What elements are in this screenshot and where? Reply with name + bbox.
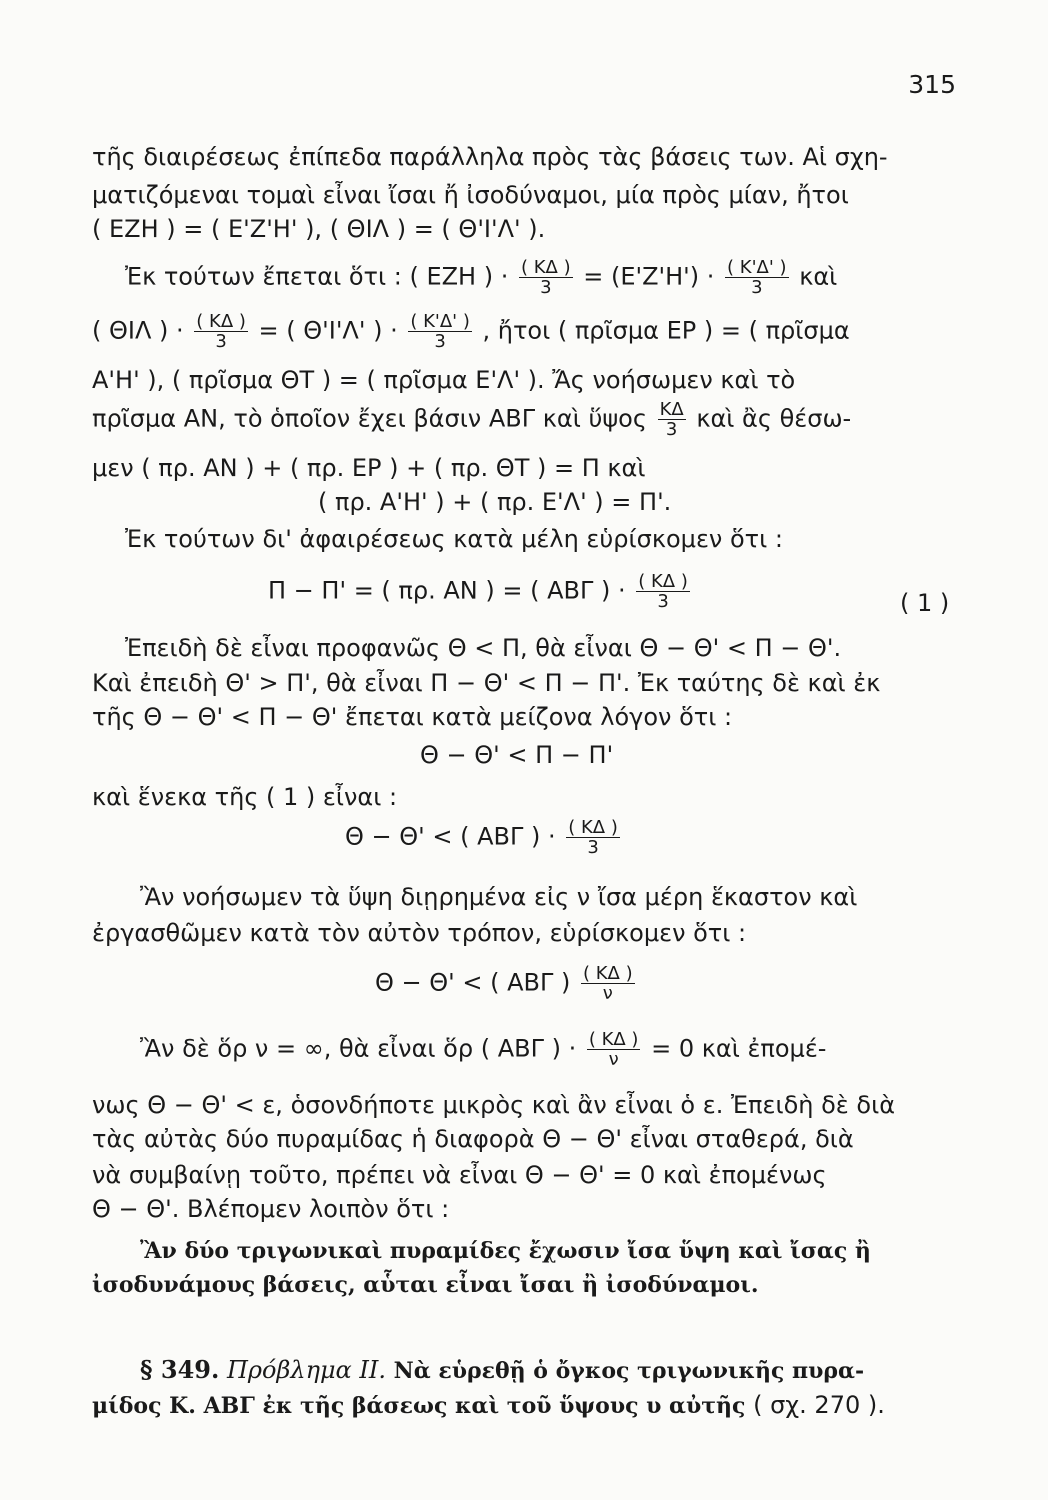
text-segment: Ἂν δὲ ὅρ ν = ∞, θὰ εἶναι ὅρ ( ΑΒΓ ) ·: [140, 1034, 577, 1063]
text-segment: = (Ε'Ζ'Η') ·: [583, 262, 715, 291]
text-line: ἐργασθῶμεν κατὰ τὸν αὐτὸν τρόπον, εὑρίσκομεν ὅτι :: [92, 919, 747, 947]
figure-reference: ( σχ. 270 ).: [753, 1391, 885, 1419]
fraction-numerator: ΚΔ: [659, 399, 684, 420]
equation-line: [125, 258, 837, 297]
section-number: § 349.: [140, 1355, 220, 1384]
text-line: Καὶ ἐπειδὴ Θ' > Π', θὰ εἶναι Π − Θ' < Π − Π'. Ἐκ ταύτης δὲ καὶ ἐκ: [92, 669, 881, 697]
fraction-denominator: 3: [540, 277, 552, 298]
text-line: Ἂν νοήσωμεν τὰ ὕψη διῃρημένα εἰς ν ἴσα μέρη ἕκαστον καὶ: [140, 883, 858, 911]
fraction-numerator: ( ΚΔ ): [638, 571, 688, 592]
fraction-denominator: 3: [434, 331, 446, 352]
text-line: Ἐκ τούτων δι' ἀφαιρέσεως κατὰ μέλη εὑρίσκομεν ὅτι :: [125, 525, 783, 553]
text-line: ματιζόμεναι τομαὶ εἶναι ἴσαι ἤ ἰσοδύναμοι, μία πρὸς μίαν, ἤτοι: [92, 181, 849, 209]
fraction: [725, 258, 789, 297]
text-segment: = ( Θ'Ι'Λ' ) ·: [258, 316, 398, 345]
fraction-numerator: ( Κ'Δ' ): [410, 311, 470, 332]
text-segment: , ἤτοι ( πρῖσμα ΕΡ ) = ( πρῖσμα: [482, 316, 850, 345]
fraction: [566, 818, 620, 857]
text-line: Α'Η' ), ( πρῖσμα ΘΤ ) = ( πρῖσμα Ε'Λ' ). Ἄς νοήσωμεν καὶ τὸ: [92, 366, 796, 394]
fraction-denominator: 3: [751, 277, 763, 298]
fraction: [587, 1030, 641, 1069]
text-line: τῆς διαιρέσεως ἐπίπεδα παράλληλα πρὸς τὰς βάσεις των. Αἱ σχη-: [92, 143, 888, 171]
equation-number: ( 1 ): [900, 589, 950, 617]
text-segment: Ἐκ τούτων ἔπεται ὅτι : ( ΕΖΗ ) ·: [125, 262, 509, 291]
fraction-numerator: ( ΚΔ ): [588, 1029, 639, 1050]
theorem-line: Ἂν δύο τριγωνικαὶ πυραμίδες ἔχωσιν ἴσα ὕψη καὶ ἴσας ἢ: [140, 1238, 871, 1264]
equation-line: [140, 1030, 826, 1069]
text-line: καὶ ἕνεκα τῆς ( 1 ) εἶναι :: [92, 783, 398, 811]
fraction-denominator: 3: [665, 419, 678, 440]
fraction-numerator: ( ΚΔ ): [568, 817, 618, 838]
equation-line: [92, 312, 850, 351]
problem-statement: Νὰ εὑρεθῇ ὁ ὄγκος τριγωνικῆς πυρα-: [393, 1358, 865, 1384]
problem-statement: μίδος Κ. ΑΒΓ ἐκ τῆς βάσεως καὶ τοῦ ὕψους υ αὐτῆς: [92, 1393, 746, 1419]
text-line: Θ − Θ'. Βλέπομεν λοιπὸν ὅτι :: [92, 1195, 450, 1223]
text-line: ( πρ. Α'Η' ) + ( πρ. Ε'Λ' ) = Π'.: [318, 488, 672, 516]
equation-line: [268, 572, 693, 611]
text-segment: πρῖσμα ΑΝ, τὸ ὁποῖον ἔχει βάσιν ΑΒΓ καὶ ὕψος: [92, 404, 647, 433]
fraction-numerator: ( ΚΔ ): [196, 311, 246, 332]
fraction-numerator: ( Κ'Δ' ): [727, 257, 787, 278]
fraction: [408, 312, 472, 351]
text-segment: καὶ ἂς θέσω-: [696, 404, 852, 433]
text-segment: = 0 καὶ ἐπομέ-: [651, 1034, 827, 1063]
fraction-denominator: ν: [602, 983, 613, 1004]
section-heading: [140, 1355, 864, 1386]
problem-label: Πρόβλημα ΙΙ.: [227, 1356, 386, 1384]
text-line: ( ΕΖΗ ) = ( Ε'Ζ'Η' ), ( ΘΙΛ ) = ( Θ'Ι'Λ' ).: [92, 215, 546, 243]
text-line: Ἐπειδὴ δὲ εἶναι προφανῶς Θ < Π, θὰ εἶναι Θ − Θ' < Π − Θ'.: [125, 634, 842, 662]
fraction-denominator: ν: [608, 1049, 619, 1070]
fraction-denominator: 3: [587, 837, 599, 858]
text-line: νὰ συμβαίνῃ τοῦτο, πρέπει νὰ εἶναι Θ − Θ' = 0 καὶ ἐπομένως: [92, 1161, 827, 1189]
text-line: νως Θ − Θ' < ε, ὁσονδήποτε μικρὸς καὶ ἂν εἶναι ὁ ε. Ἐπειδὴ δὲ διὰ: [92, 1091, 896, 1119]
fraction-denominator: 3: [215, 331, 227, 352]
equation-line: [92, 400, 851, 439]
fraction: [636, 572, 690, 611]
fraction: [519, 258, 573, 297]
text-segment: Θ − Θ' < ( ΑΒΓ ) ·: [345, 822, 556, 851]
text-segment: ( ΘΙΛ ) ·: [92, 316, 184, 345]
text-line: μεν ( πρ. ΑΝ ) + ( πρ. ΕΡ ) + ( πρ. ΘΤ ) = Π καὶ: [92, 454, 646, 482]
section-heading-continued: [92, 1390, 885, 1421]
fraction: [581, 964, 635, 1003]
equation-line: [375, 964, 638, 1003]
fraction-denominator: 3: [657, 591, 669, 612]
text-line: τὰς αὐτὰς δύο πυραμίδας ἡ διαφορὰ Θ − Θ' εἶναι σταθερά, διὰ: [92, 1125, 854, 1153]
equation-line: [345, 818, 623, 857]
page-number: 315: [908, 70, 956, 99]
text-line: τῆς Θ − Θ' < Π − Θ' ἔπεται κατὰ μείζονα λόγον ὅτι :: [92, 703, 733, 731]
text-segment: Θ − Θ' < ( ΑΒΓ ): [375, 968, 571, 997]
fraction-numerator: ( ΚΔ ): [583, 963, 633, 984]
text-segment: Π − Π' = ( πρ. ΑΝ ) = ( ΑΒΓ ) ·: [268, 576, 626, 605]
text-segment: καὶ: [799, 262, 838, 291]
fraction: [194, 312, 248, 351]
fraction-numerator: ( ΚΔ ): [520, 257, 571, 278]
fraction: [658, 400, 686, 439]
theorem-line: ἰσοδυνάμους βάσεις, αὗται εἶναι ἴσαι ἢ ἰσοδύναμοι.: [92, 1272, 759, 1298]
text-line: Θ − Θ' < Π − Π': [420, 741, 614, 769]
